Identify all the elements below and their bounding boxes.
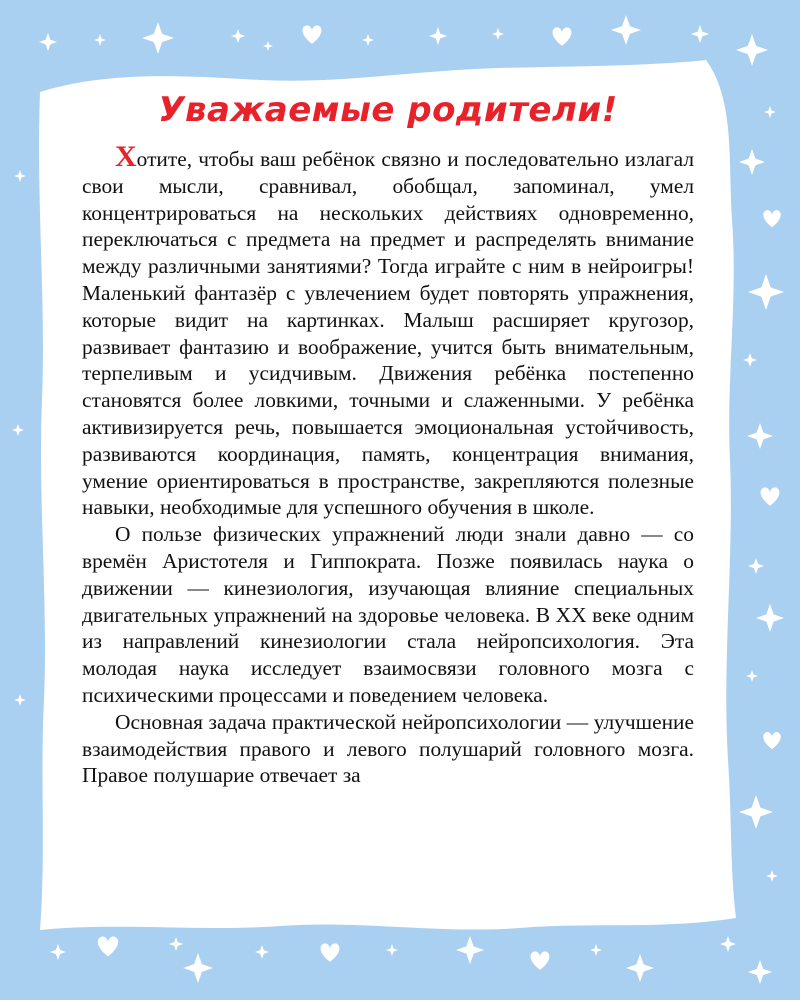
paragraph-1 [82, 140, 694, 521]
text-content [82, 78, 694, 789]
paragraph-3: Основная задача практической нейропсихологии — улучшение взаимодействия правого и левого полушарий головного мозга. Правое полушарие отвечает за [82, 709, 694, 788]
drop-cap: Х [115, 140, 137, 173]
paragraph-1-text: отите, чтобы ваш ребёнок связно и последовательно излагал свои мысли, сравнивал, обобщал, запоминал, умел концентрироваться на нескольких действиях одновременно, переключаться с предмета на предмет и распределять внимание между различными занятиями? Тогда играйте с ним в нейроигры! Маленький фантазёр с увлечением будет повторять упражнения, которые видит на картинках. Малыш расширяет кругозор, развивает фантазию и воображение, учится быть внимательным, терпеливым и усидчивым. Движения ребёнка постепенно становятся более ловкими, точными и слаженными. У ребёнка активизируется речь, повышается эмоциональная устойчивость, развиваются координация, память, концентрация внимания, умение ориентироваться в пространстве, закрепляются полезные навыки, необходимые для успешного обучения в школе. [82, 147, 694, 520]
paragraph-2: О пользе физических упражнений люди знали давно — со времён Аристотеля и Гиппократа. Позже появилась наука о движении — кинезиология, изучающая влияние специальных двигательных упражнений на здоровье человека. В XX веке одним из направлений кинезиологии стала нейропсихология. Эта молодая наука исследует взаимосвязи головного мозга с психическими процессами и поведением человека. [82, 522, 694, 707]
page-title: Уважаемые родители! [158, 90, 618, 130]
